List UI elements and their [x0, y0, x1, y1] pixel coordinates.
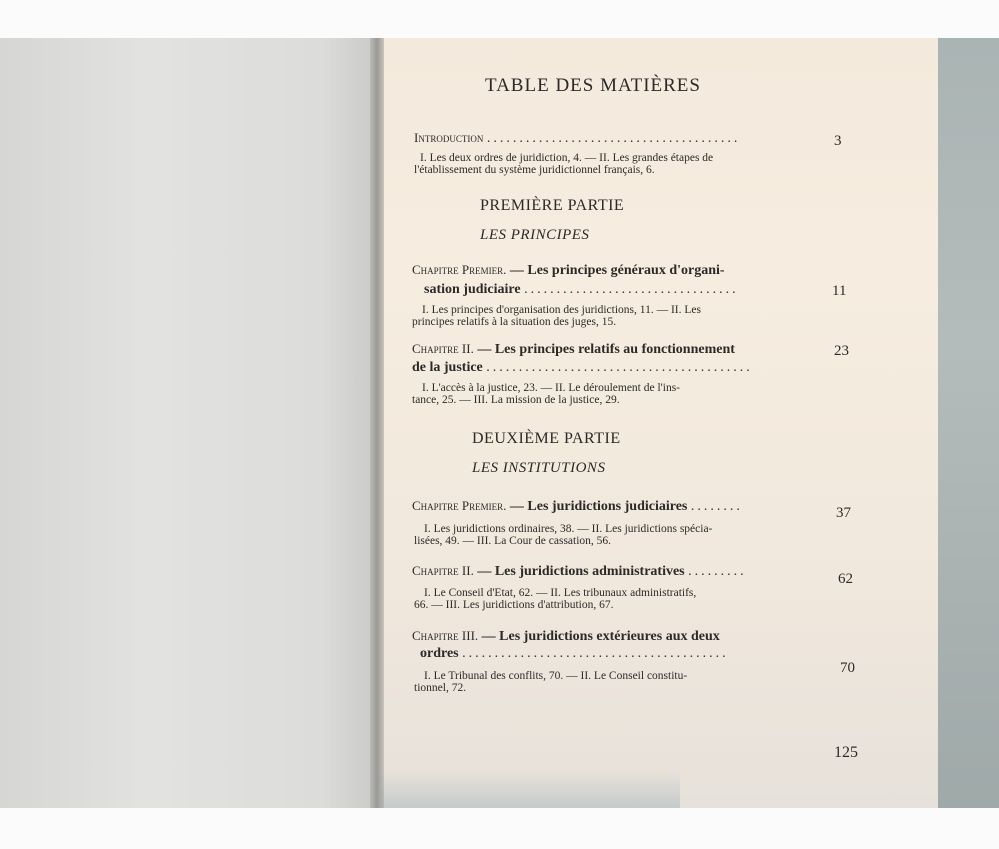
entry-subtopics: l'établissement du système juridictionnel français, 6. — [414, 164, 655, 176]
entry-subtopics: 66. — III. Les juridictions d'attribution, 67. — [414, 599, 614, 611]
entry-subtopics: I. Les deux ordres de juridiction, 4. — II. Les grandes étapes de — [420, 152, 714, 164]
toc-title: TABLE DES MATIÈRES — [485, 75, 701, 96]
toc-entry-chapter — [412, 498, 743, 515]
entry-subtopics: lisées, 49. — III. La Cour de cassation, 56. — [414, 535, 612, 547]
dot-leader: ....................................... — [486, 131, 741, 146]
chapter-title: — Les principes relatifs au fonctionnement — [477, 342, 735, 357]
entry-subtopics: I. Les juridictions ordinaires, 38. — II. Les juridictions spécia- — [424, 523, 713, 535]
book-gutter — [370, 38, 384, 808]
left-page — [0, 38, 378, 808]
toc-entry-chapter — [412, 628, 720, 645]
page-ref: 23 — [834, 343, 849, 359]
chapter-prefix: Chapitre III. — [412, 628, 479, 643]
dot-leader: ......... — [688, 564, 747, 579]
chapter-prefix: Chapitre II. — [412, 341, 474, 356]
toc-entry-chapter-cont — [420, 646, 729, 662]
chapter-title: sation judiciaire — [424, 282, 521, 297]
entry-subtopics: I. Le Conseil d'Etat, 62. — II. Les tribunaux administratifs, — [424, 587, 697, 599]
toc-entry-chapter — [412, 262, 725, 279]
dot-leader: ......................................... — [462, 646, 729, 661]
chapter-title: — Les juridictions judiciaires — [509, 499, 688, 514]
chapter-title: ordres — [420, 646, 459, 661]
chapter-prefix: Chapitre Premier. — [412, 262, 507, 277]
chapter-title: — Les juridictions extérieures aux deux — [481, 629, 720, 644]
page-ref: 62 — [838, 571, 853, 587]
chapter-prefix: Chapitre Premier. — [412, 498, 507, 513]
page-ref: 70 — [840, 660, 855, 676]
page-ref: 11 — [832, 283, 847, 299]
background-surface — [938, 38, 999, 808]
page-ref: 3 — [834, 133, 842, 149]
toc-entry-introduction — [414, 130, 740, 147]
part-heading: PREMIÈRE PARTIE — [480, 197, 625, 214]
dot-leader: ........ — [690, 499, 743, 514]
chapter-title: — Les juridictions administratives — [477, 564, 685, 579]
top-margin — [0, 0, 999, 38]
entry-subtopics: tance, 25. — III. La mission de la justice, 29. — [412, 394, 620, 406]
chapter-title: — Les principes généraux d'organi- — [509, 263, 725, 278]
toc-entry-chapter-cont — [424, 282, 739, 298]
toc-entry-chapter — [412, 563, 747, 580]
page-number: 125 — [834, 744, 858, 761]
entry-subtopics: tionnel, 72. — [414, 682, 467, 694]
bottom-margin — [0, 808, 999, 849]
page-ref: 37 — [836, 505, 851, 521]
entry-subtopics: principes relatifs à la situation des juges, 15. — [412, 316, 617, 328]
toc-entry-chapter — [412, 341, 735, 358]
chapter-title: de la justice — [412, 360, 483, 375]
part-heading: DEUXIÈME PARTIE — [472, 430, 621, 447]
entry-subtopics: I. L'accès à la justice, 23. — II. Le déroulement de l'ins- — [422, 382, 681, 394]
toc-entry-chapter-cont — [412, 360, 753, 376]
part-subheading: LES PRINCIPES — [480, 227, 590, 243]
entry-subtopics: I. Le Tribunal des conflits, 70. — II. Le Conseil constitu- — [424, 670, 688, 682]
dot-leader: ......................................... — [486, 360, 753, 375]
chapter-prefix: Chapitre II. — [412, 563, 474, 578]
page-shadow — [380, 770, 680, 808]
part-subheading: LES INSTITUTIONS — [472, 460, 606, 476]
entry-label: Introduction — [414, 130, 484, 145]
entry-subtopics: I. Les principes d'organisation des juridictions, 11. — II. Les — [422, 304, 701, 316]
dot-leader: ................................. — [524, 282, 739, 297]
